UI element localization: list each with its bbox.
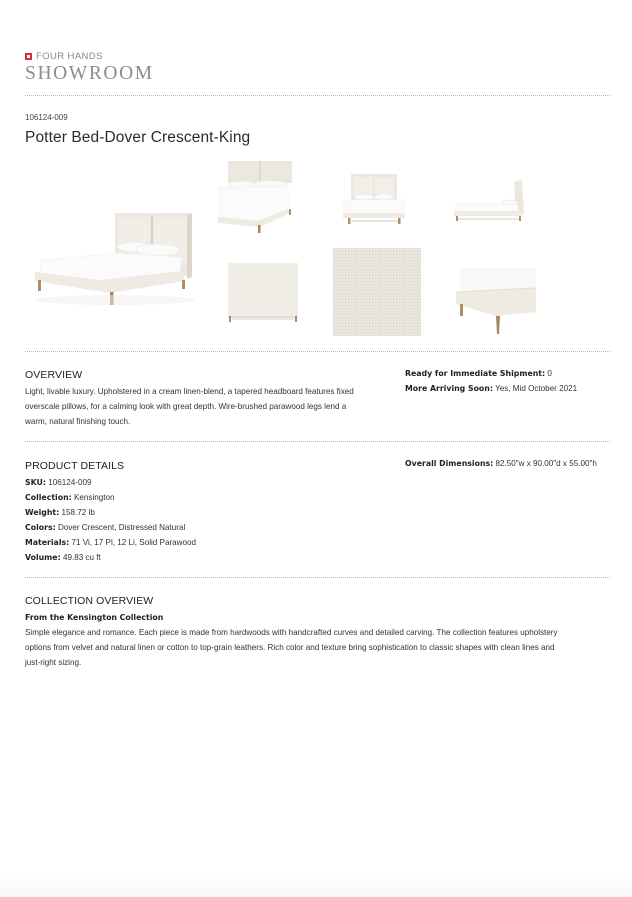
detail-colors: Colors: Dover Crescent, Distressed Natural bbox=[25, 523, 186, 532]
collection-line: Simple elegance and romance. Each piece is made from hardwoods with handcrafted curves and detailed carving. The collection features upholstery bbox=[25, 628, 558, 637]
divider bbox=[25, 577, 610, 578]
details-heading: PRODUCT DETAILS bbox=[25, 460, 125, 472]
product-title: Potter Bed-Dover Crescent-King bbox=[25, 129, 251, 146]
divider bbox=[25, 351, 610, 352]
product-image-swatch bbox=[333, 248, 421, 336]
divider bbox=[25, 441, 610, 442]
collection-line: just-right sizing. bbox=[25, 658, 82, 667]
product-image-side bbox=[452, 178, 530, 226]
availability bbox=[405, 366, 577, 396]
ready-shipment: Ready for Immediate Shipment: 0 bbox=[405, 369, 552, 378]
overview-line: warm, natural finishing touch. bbox=[25, 417, 131, 426]
detail-collection: Collection: Kensington bbox=[25, 493, 115, 502]
brand-top-text: FOUR HANDS bbox=[36, 51, 103, 62]
collection-line: options from velvet and natural linen or cotton to top-grain leathers. Rich color and texture bring sophistication to classic shapes with clean lines and bbox=[25, 643, 555, 652]
product-image-back bbox=[228, 263, 298, 323]
detail-materials: Materials: 71 Vi, 17 Pl, 12 Li, Solid Parawood bbox=[25, 538, 196, 547]
brand-square-icon bbox=[25, 53, 32, 60]
divider bbox=[25, 95, 610, 96]
brand-logo bbox=[25, 51, 154, 84]
collection-heading: COLLECTION OVERVIEW bbox=[25, 595, 154, 607]
overview-line: overscale pillows, for a calming look with great depth. Wire-brushed parawood legs lend a bbox=[25, 402, 347, 411]
more-arriving: More Arriving Soon: Yes, Mid October 2021 bbox=[405, 384, 578, 393]
collection-text bbox=[25, 625, 615, 670]
product-image-detail bbox=[456, 268, 536, 336]
product-image-top-angle bbox=[218, 161, 300, 233]
details-list bbox=[25, 475, 196, 565]
brand-name: SHOWROOM bbox=[25, 63, 154, 84]
overview-heading: OVERVIEW bbox=[25, 369, 83, 381]
collection-subheading: From the Kensington Collection bbox=[25, 613, 164, 622]
product-image-front bbox=[340, 172, 408, 232]
overview-text bbox=[25, 384, 405, 429]
product-image-main bbox=[30, 205, 205, 310]
detail-sku: SKU: 106124-009 bbox=[25, 478, 92, 487]
product-sku: 106124-009 bbox=[25, 113, 68, 122]
detail-weight: Weight: 158.72 lb bbox=[25, 508, 95, 517]
detail-volume: Volume: 49.83 cu ft bbox=[25, 553, 101, 562]
overall-dimensions: Overall Dimensions: 82.50"w x 90.00"d x 55.00"h bbox=[405, 459, 597, 468]
overview-line: Light, livable luxury. Upholstered in a cream linen-blend, a tapered headboard features fixed bbox=[25, 387, 354, 396]
